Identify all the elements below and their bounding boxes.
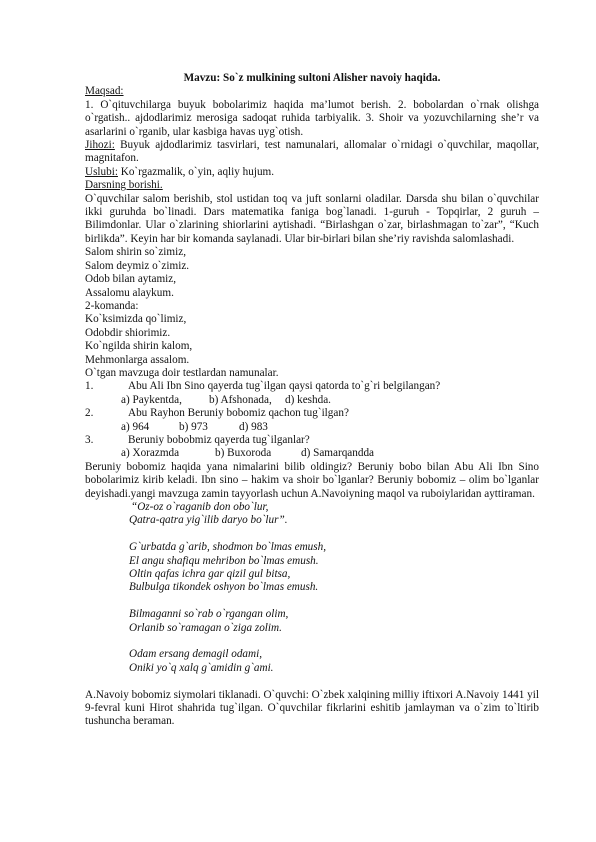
question-row bbox=[85, 434, 539, 447]
poem-line: Bulbulga tikondek oshyon bo`lmas emush. bbox=[129, 581, 319, 594]
answer-option: d) Samarqandda bbox=[301, 447, 375, 460]
uslubi-paragraph bbox=[85, 166, 539, 179]
answer-option: a) Xorazmda bbox=[121, 447, 180, 460]
document-page bbox=[85, 72, 539, 729]
answer-option: b) 973 bbox=[179, 420, 208, 433]
poem-line: Orlanib so`ramagan o`ziga zolim. bbox=[129, 621, 282, 634]
poem-line: El angu shafiqu mehribon bo`lmas emush. bbox=[129, 554, 319, 567]
greeting-line: Assalomu alaykum. bbox=[85, 286, 174, 299]
borishi-paragraph: O`quvchilar salom berishib, stol ustidan toq va juft sonlarni oladilar. Darsda shu bilan o`quvchilar ikki guruhda bo`linadi. Dars matematika faniga bog`lanadi. 1-guruh - Topqirlar, 2 guruh – Bilimdonlar. Ular o`zlarining shiorlarini aytishadi. “Birlashgan o`zar, birlashmagan to`zar”, “Kuch birlikda”. Keyin har bir komanda saylanadi. Ular bir-birlari bilan she’riy ravishda salomlashadi. bbox=[85, 192, 539, 245]
question-text: Beruniy bobobmiz qayerda tug`ilganlar? bbox=[128, 433, 310, 446]
borishi-label bbox=[85, 179, 539, 192]
greeting-line: Salom shirin so`zimiz, bbox=[85, 246, 186, 259]
poem-line: G`urbatda g`arib, shodmon bo`lmas emush, bbox=[129, 541, 327, 554]
maqsad-paragraph: 1. O`qituvchilarga buyuk bobolarimiz haqida ma’lumot berish. 2. bobolardan o`rnak olishga o`rgatish.. ajdodlarimiz merosiga sadoqat ruhida tarbiyalik. 3. Shoir va yozuvchilarning she’r va asarlarini o`rganib, ular kasbiga havas uyg`otish. bbox=[85, 98, 539, 138]
answer-option: d) 983 bbox=[239, 420, 268, 433]
maqsad-label bbox=[85, 85, 539, 98]
question-number: 3. bbox=[85, 433, 94, 446]
maqsad-heading: Maqsad: bbox=[85, 85, 124, 98]
answer-option: b) Buxoroda bbox=[215, 447, 272, 460]
paragraph-gap bbox=[85, 675, 539, 688]
greeting-line: O`tgan mavzuga doir testlardan namunalar. bbox=[85, 366, 279, 379]
greeting-line: 2-komanda: bbox=[85, 299, 139, 312]
uslubi-text: Ko`rgazmalik, o`yin, aqliy hujum. bbox=[117, 165, 275, 178]
answer-row bbox=[85, 421, 539, 434]
answer-option: a) Paykentda, bbox=[121, 393, 182, 406]
question-number: 2. bbox=[85, 407, 94, 420]
greeting-line: Ko`ksimizda qo`limiz, bbox=[85, 313, 187, 326]
final-paragraph: A.Navoiy bobomiz siymolari tiklanadi. O`quvchi: O`zbek xalqining milliy iftixori A.Navoiy 1441 yil 9-fevral kuni Hirot shahrida tug`ilgan. O`quvchilar fikrlarini eshitib jamlayman va o`zim to`ltirib tushuncha beraman. bbox=[85, 688, 539, 728]
greeting-block bbox=[85, 246, 539, 380]
question-row bbox=[85, 380, 539, 393]
poem-line: Qatra-qatra yig`ilib daryo bo`lur”. bbox=[129, 514, 288, 527]
greeting-line: Ko`ngilda shirin kalom, bbox=[85, 340, 193, 353]
poem-line: Bilmaganni so`rab o`rgangan olim, bbox=[129, 608, 289, 621]
after-tests-paragraph: Beruniy bobomiz haqida yana nimalarini bilib oldingiz? Beruniy bobo bilan Abu Ali Ibn Sino bobolarimiz kirib keladi. Ibn sino – hakim va shoir bo`lganlar? Beruniy bobomiz – olim bo`lganlar deyishadi.yangi mavzuga zamin tayyorlash uchun A.Navoiyning maqol va ruboiylaridan ayttiraman. bbox=[85, 460, 539, 500]
page-title: Mavzu: So`z mulkining sultoni Alisher navoiy haqida. bbox=[183, 72, 441, 84]
question-text: Abu Ali Ibn Sino qayerda tug`ilgan qaysi qatorda to`g`ri belgilangan? bbox=[128, 380, 441, 393]
question-row bbox=[85, 407, 539, 420]
stanza-gap bbox=[129, 595, 539, 608]
question-text: Abu Rayhon Beruniy bobomiz qachon tug`ilgan? bbox=[128, 407, 349, 420]
jihozi-heading: Jihozi: bbox=[85, 139, 115, 152]
poem-line: “Oz-oz o`raganib don obo`lur, bbox=[131, 500, 269, 513]
answer-row bbox=[85, 447, 539, 460]
poem-line: Oltin qafas ichra gar qizil gul bitsa, bbox=[129, 567, 291, 580]
stanza-gap bbox=[129, 635, 539, 648]
greeting-line: Odobdir shiorimiz. bbox=[85, 326, 171, 339]
answer-option: d) keshda. bbox=[285, 393, 331, 406]
answer-option: a) 964 bbox=[121, 420, 150, 433]
poem-block bbox=[85, 501, 539, 675]
greeting-line: Mehmonlarga assalom. bbox=[85, 353, 190, 366]
poem-line: Oniki yo`q xalq g`amidin g`ami. bbox=[129, 661, 274, 674]
greeting-line: Odob bilan aytamiz, bbox=[85, 273, 177, 286]
borishi-heading: Darsning borishi. bbox=[85, 179, 163, 192]
stanza-gap bbox=[129, 528, 539, 541]
jihozi-text: Buyuk ajdodlarimiz tasvirlari, test namunalari, allomalar o`rnidagi o`quvchilar, maqollar, magnitafon. bbox=[85, 139, 539, 165]
poem-line: Odam ersang demagil odami, bbox=[129, 648, 262, 661]
answer-row bbox=[85, 394, 539, 407]
answer-option: b) Afshonada, bbox=[209, 393, 272, 406]
uslubi-heading: Uslubi: bbox=[85, 165, 118, 178]
jihozi-paragraph bbox=[85, 139, 539, 166]
question-number: 1. bbox=[85, 380, 94, 393]
test-questions bbox=[85, 380, 539, 460]
greeting-line: Salom deymiz o`zimiz. bbox=[85, 259, 190, 272]
